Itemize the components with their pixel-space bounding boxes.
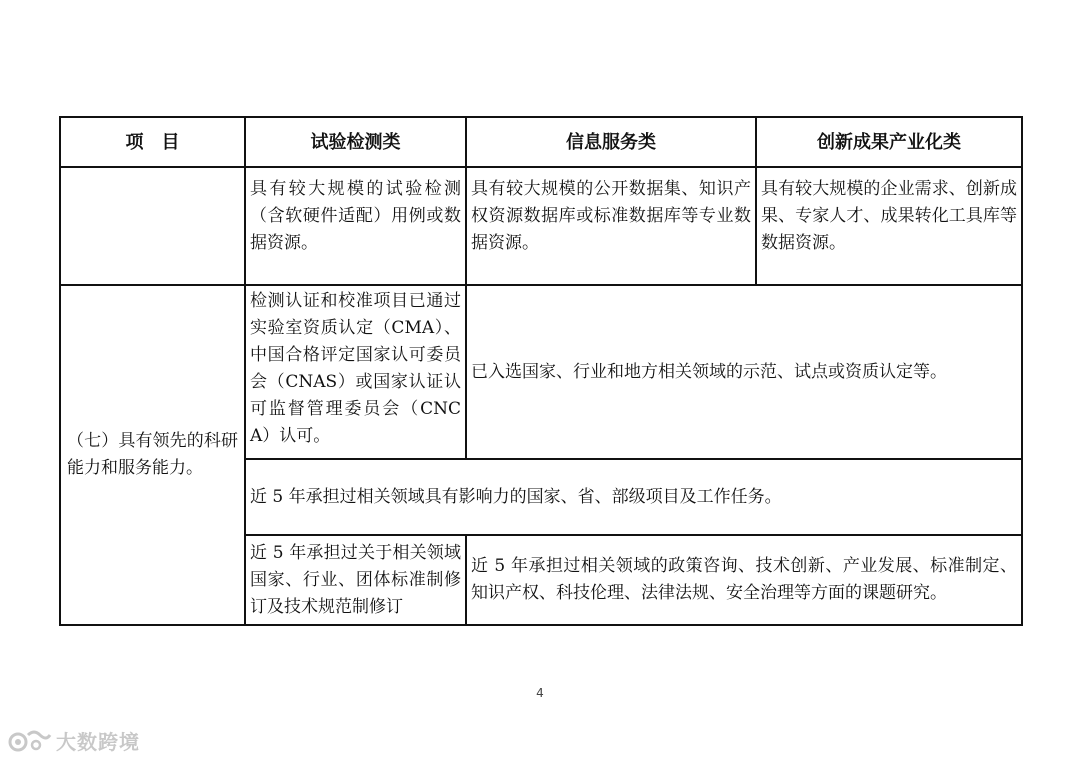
table-cell-merged xyxy=(466,535,1022,625)
header-test-category: 试验检测类 xyxy=(245,117,466,167)
requirements-table xyxy=(59,116,1023,626)
section-label: （七）具有领先的科研能力和服务能力。 xyxy=(67,431,238,478)
table-header-row xyxy=(60,117,1022,167)
table-cell-merged xyxy=(466,285,1022,459)
table-cell xyxy=(756,167,1022,285)
cell-text: 近 5 年承担过相关领域具有影响力的国家、省、部级项目及工作任务。 xyxy=(250,486,782,507)
cell-text: 具有较大规模的公开数据集、知识产权资源数据库或标准数据库等专业数据资源。 xyxy=(471,179,751,253)
cell-text: 具有较大规模的试验检测（含软硬件适配）用例或数据资源。 xyxy=(250,179,461,253)
cell-text: 已入选国家、行业和地方相关领域的示范、试点或资质认定等。 xyxy=(471,361,947,382)
brand-logo-icon xyxy=(8,727,52,755)
cell-text: 近 5 年承担过相关领域的政策咨询、技术创新、产业发展、标准制定、知识产权、科技伦理、法律法规、安全治理等方面的课题研究。 xyxy=(471,556,1017,603)
table-cell xyxy=(466,167,756,285)
watermark-text: 大数跨境 xyxy=(56,730,140,754)
header-innovation-category: 创新成果产业化类 xyxy=(756,117,1022,167)
header-item: 项 目 xyxy=(60,117,245,167)
empty-label-cell xyxy=(60,167,245,285)
page-number: 4 xyxy=(536,686,544,700)
table-cell xyxy=(245,285,466,459)
table-row-data-resources xyxy=(60,167,1022,285)
section-label-cell xyxy=(60,285,245,625)
cell-text: 近 5 年承担过关于相关领域国家、行业、团体标准制修订及技术规范制修订 xyxy=(250,543,461,617)
cell-text: 具有较大规模的企业需求、创新成果、专家人才、成果转化工具库等数据资源。 xyxy=(761,179,1017,253)
table-row-certification xyxy=(60,285,1022,459)
table-cell xyxy=(245,167,466,285)
watermark xyxy=(8,726,140,755)
cell-text: 检测认证和校准项目已通过实验室资质认定（CMA）、中国合格评定国家认可委员会（CNAS）或国家认证认可监督管理委员会（CNCA）认可。 xyxy=(250,291,461,446)
header-info-category: 信息服务类 xyxy=(466,117,756,167)
table-cell-merged xyxy=(245,459,1022,535)
table-cell xyxy=(245,535,466,625)
